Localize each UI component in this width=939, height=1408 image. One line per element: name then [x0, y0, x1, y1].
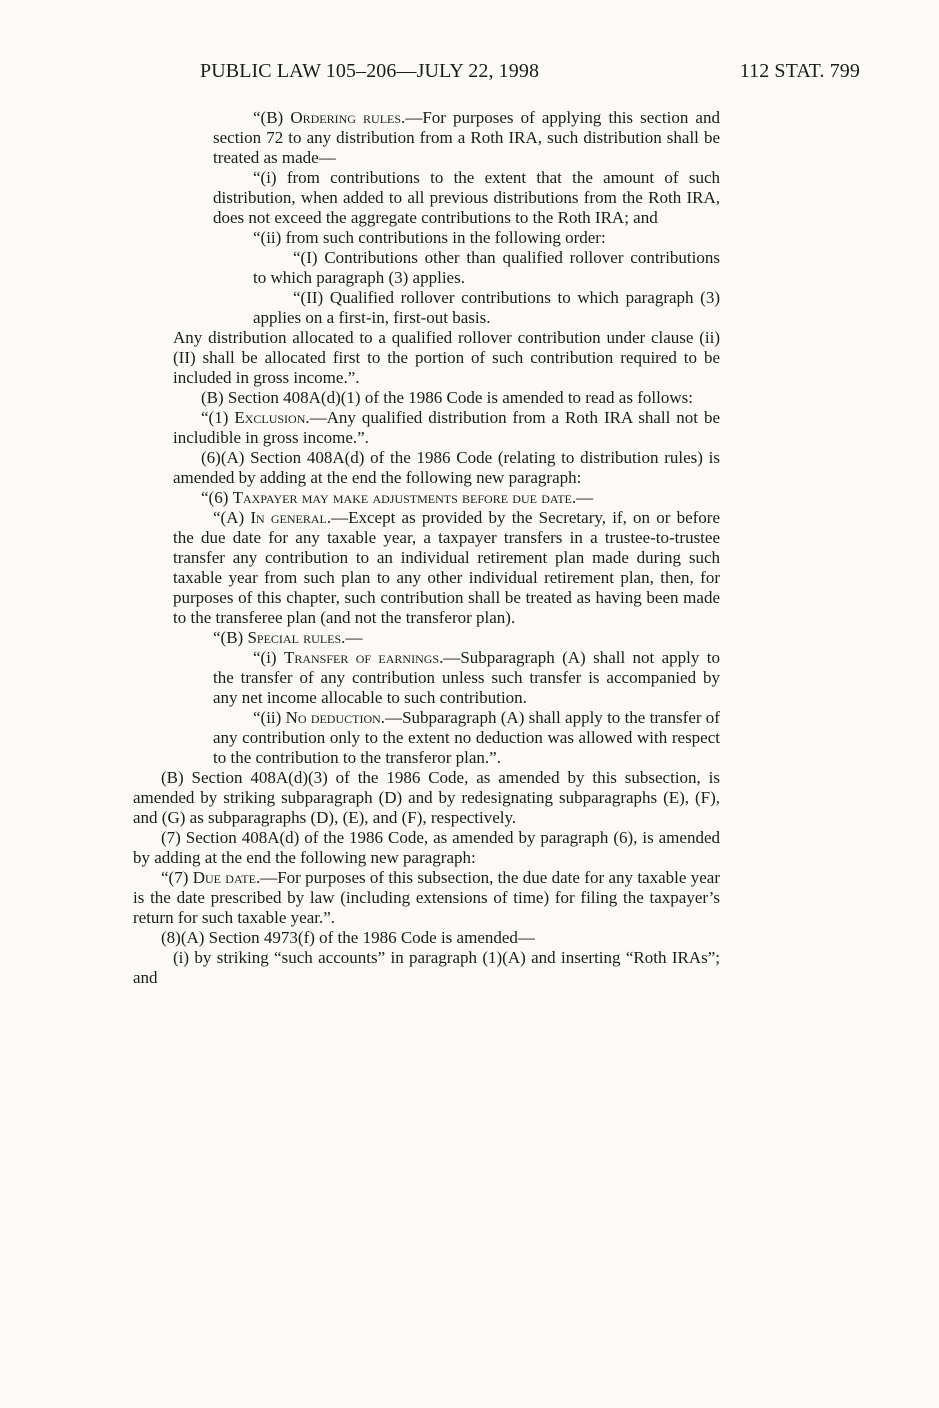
paragraph-7: (7) Section 408A(d) of the 1986 Code, as amended by paragraph (6), is amended by adding at the end the following new paragraph: — [133, 828, 720, 867]
paragraph-8a-i: (i) by striking “such accounts” in paragraph (1)(A) and inserting “Roth IRAs”; and — [133, 948, 720, 987]
header-law-citation: PUBLIC LAW 105–206—JULY 22, 1998 — [200, 60, 540, 82]
paragraph-allocation: Any distribution allocated to a qualified rollover contribution under clause (ii)(II) shall be allocated first to the portion of such contribution required to be included in gross income.”. — [173, 328, 720, 387]
paragraph-transfer-of-earnings: “(i) Transfer of earnings.—Subparagraph (A) shall not apply to the transfer of any contribution unless such transfer is accompanied by any net income allocable to such contribution. — [213, 648, 720, 707]
paragraph-taxpayer-adjustments: “(6) Taxpayer may make adjustments before due date.— — [201, 488, 594, 507]
paragraph-due-date: “(7) Due date.—For purposes of this subsection, the due date for any taxable year is the date prescribed by law (including extensions of time) for filing the taxpayer’s return for such taxable year.”. — [133, 868, 720, 927]
paragraph-section-408a-d-3: (B) Section 408A(d)(3) of the 1986 Code, as amended by this subsection, is amended by striking subparagraph (D) and by redesignating subparagraphs (E), (F), and (G) as subparagraphs (D), (E), and (F), respectively. — [133, 768, 720, 827]
paragraph-6a: (6)(A) Section 408A(d) of the 1986 Code (relating to distribution rules) is amended by adding at the end the following new paragraph: — [173, 448, 720, 487]
paragraph-clause-i: “(i) from contributions to the extent that the amount of such distribution, when added to all previous distributions from the Roth IRA, does not exceed the aggregate contributions to the Roth IRA; and — [213, 168, 720, 227]
paragraph-special-rules: “(B) Special rules.— — [213, 628, 363, 647]
paragraph-subclause-II: “(II) Qualified rollover contributions to which paragraph (3) applies on a first-in, first-out basis. — [253, 288, 720, 327]
paragraph-ordering-rules: “(B) Ordering rules.—For purposes of applying this section and section 72 to any distribution from a Roth IRA, such distribution shall be treated as made— — [213, 108, 720, 167]
paragraph-subclause-I: “(I) Contributions other than qualified rollover contributions to which paragraph (3) applies. — [253, 248, 720, 287]
header-page-number: 112 STAT. 799 — [739, 60, 860, 82]
paragraph-clause-ii: “(ii) from such contributions in the following order: — [253, 228, 606, 247]
running-header — [200, 60, 860, 86]
paragraph-section-408a-d-1: (B) Section 408A(d)(1) of the 1986 Code is amended to read as follows: — [201, 388, 693, 407]
paragraph-in-general: “(A) In general.—Except as provided by the Secretary, if, on or before the due date for any taxable year, a taxpayer transfers in a trustee-to-trustee transfer any contribution to an individual retirement plan made during such taxable year from such plan to any other individual retirement plan, then, for purposes of this chapter, such contribution shall be treated as having been made to the transferee plan (and not the transferor plan). — [173, 508, 720, 627]
body-text — [133, 108, 720, 988]
paragraph-exclusion: “(1) Exclusion.—Any qualified distribution from a Roth IRA shall not be includible in gross income.”. — [173, 408, 720, 447]
paragraph-no-deduction: “(ii) No deduction.—Subparagraph (A) shall apply to the transfer of any contribution only to the extent no deduction was allowed with respect to the contribution to the transferor plan.”. — [213, 708, 720, 767]
paragraph-8a: (8)(A) Section 4973(f) of the 1986 Code is amended— — [161, 928, 535, 947]
